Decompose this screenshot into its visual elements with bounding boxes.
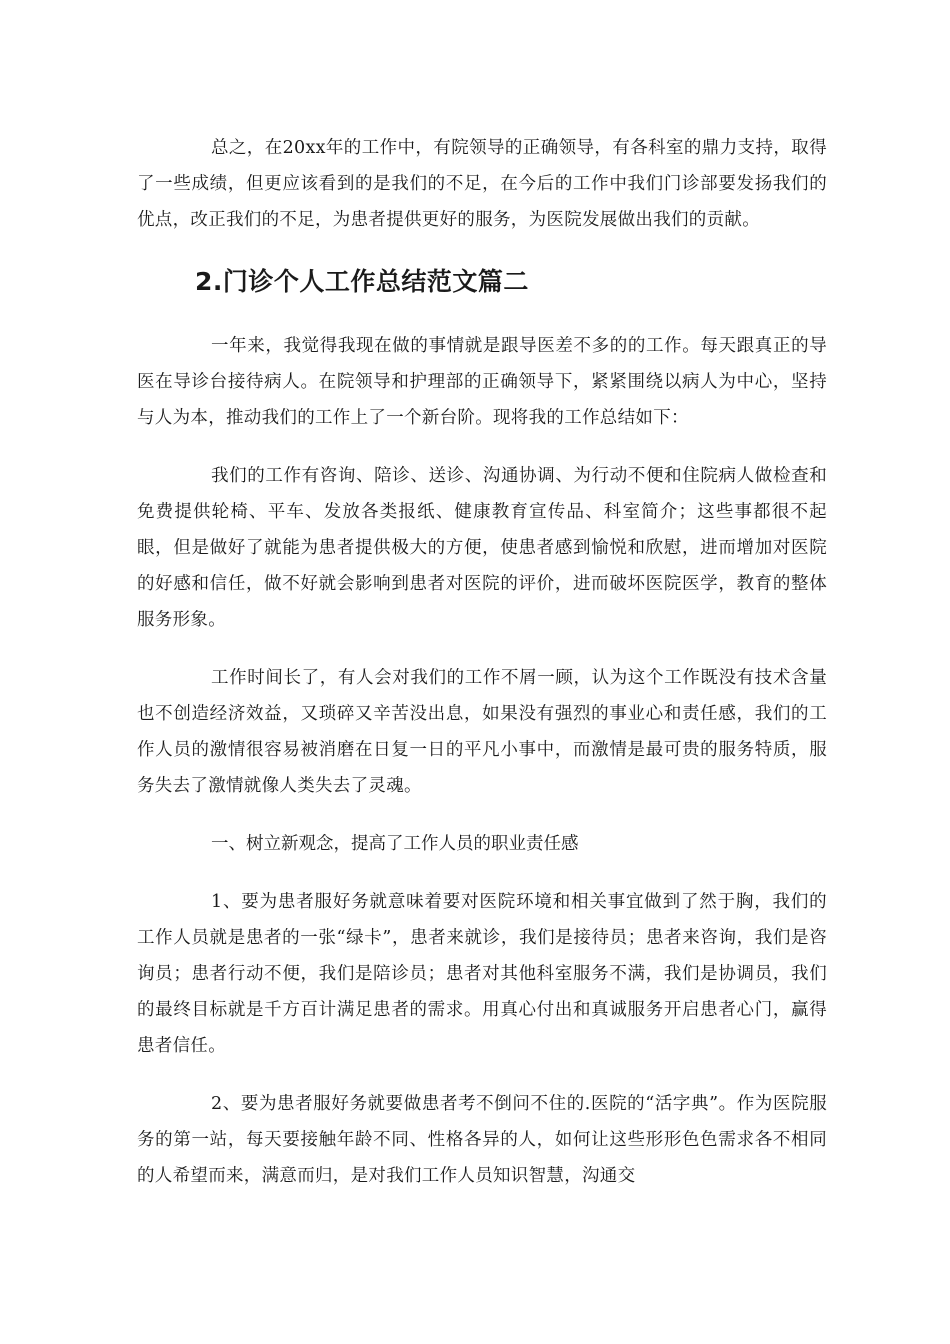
subsection-title: 一、树立新观念，提高了工作人员的职业责任感 — [211, 834, 579, 854]
paragraph-work-scope: 我们的工作有咨询、陪诊、送诊、沟通协调、为行动不便和住院病人做检查和免费提供轮椅、平车、发放各类报纸、健康教育宣传品、科室简介；这些事都很不起眼，但是做好了就能为患者提供极大的方便，使患者感到愉悦和欣慰，进而增加对医院的好感和信任，做不好就会影响到患者对医院的评价，进而破坏医院医学，教育的整体服务形象。 — [137, 466, 827, 630]
paragraph-conclusion: 总之，在20xx年的工作中，有院领导的正确领导，有各科室的鼎力支持，取得了一些成绩，但更应该看到的是我们的不足，在今后的工作中我们门诊部要发扬我们的优点，改正我们的不足，为患者提供更好的服务，为医院发展做出我们的贡献。 — [137, 138, 827, 230]
document-page — [137, 130, 827, 1216]
paragraph-intro: 一年来，我觉得我现在做的事情就是跟导医差不多的的工作。每天跟真正的导医在导诊台接待病人。在院领导和护理部的正确领导下，紧紧围绕以病人为中心，坚持与人为本，推动我们的工作上了一个新台阶。现将我的工作总结如下： — [137, 336, 827, 428]
paragraph-point-1: 1、要为患者服好务就意味着要对医院环境和相关事宜做到了然于胸，我们的工作人员就是患者的一张“绿卡”，患者来就诊，我们是接待员；患者来咨询，我们是咨询员；患者行动不便，我们是陪诊员；患者对其他科室服务不满，我们是协调员，我们的最终目标就是千方百计满足患者的需求。用真心付出和真诚服务开启患者心门，赢得患者信任。 — [137, 892, 827, 1056]
paragraph-attitude: 工作时间长了，有人会对我们的工作不屑一顾，认为这个工作既没有技术含量也不创造经济效益，又琐碎又辛苦没出息，如果没有强烈的事业心和责任感，我们的工作人员的激情很容易被消磨在日复一日的平凡小事中，而激情是最可贵的服务特质，服务失去了激情就像人类失去了灵魂。 — [137, 668, 827, 796]
section-heading: 2.门诊个人工作总结范文篇二 — [195, 267, 529, 296]
paragraph-point-2: 2、要为患者服好务就要做患者考不倒问不住的.医院的“活字典”。作为医院服务的第一站，每天要接触年龄不同、性格各异的人，如何让这些形形色色需求各不相同的人希望而来，满意而归，是对我们工作人员知识智慧，沟通交 — [137, 1094, 827, 1186]
